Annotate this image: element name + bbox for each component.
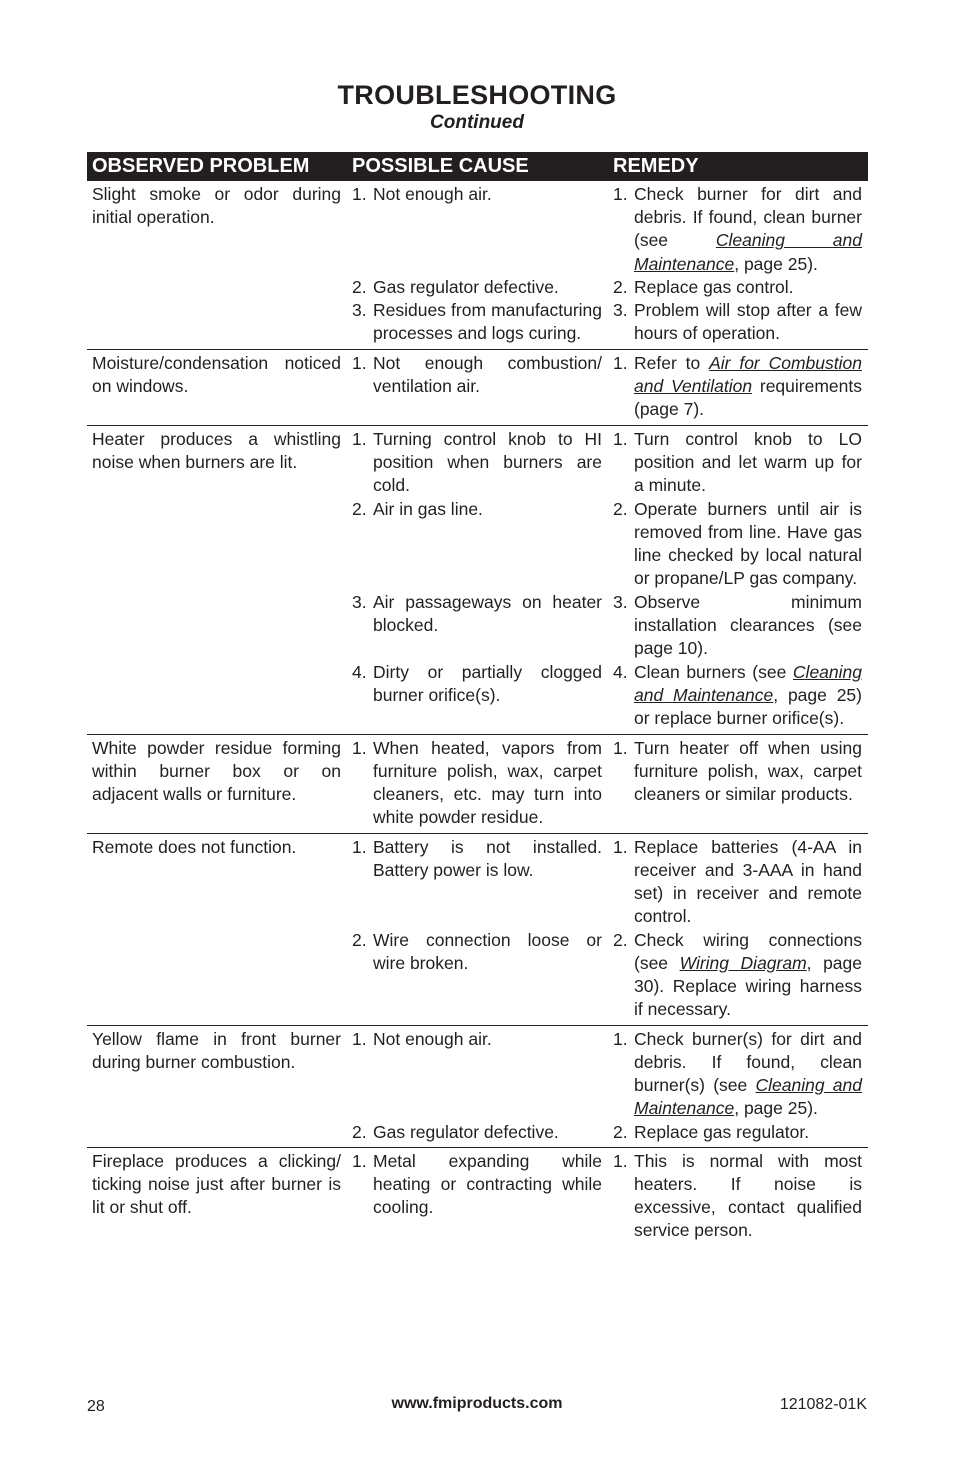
remedy-item — [613, 1121, 862, 1144]
possible-cause-cell — [347, 1025, 608, 1147]
remedy-number: 2. — [613, 1121, 628, 1142]
remedy-number: 1. — [613, 1028, 628, 1049]
cause-text: Battery is not installed. Battery power is low. — [373, 836, 602, 880]
remedy-cell — [608, 1025, 868, 1147]
remedy-item — [613, 428, 862, 498]
remedy-item — [613, 836, 862, 929]
remedy-number: 3. — [613, 300, 628, 321]
possible-cause-cell — [347, 349, 608, 425]
remedy-text-part: Observe minimum installation clearances (see page 10). — [634, 591, 862, 659]
cause-text: When heated, vapors from furniture polish, wax, carpet cleaners, etc. may turn into white powder residue. — [373, 737, 602, 828]
remedy-text-part: Check burner(s) for dirt and debris. If found, clean burner(s) (see — [634, 1028, 862, 1096]
remedy-number: 1. — [613, 836, 628, 857]
remedy-text-part: Problem will stop after a few hours of operation. — [634, 300, 862, 344]
remedy-number: 2. — [613, 929, 628, 950]
remedy-text-part: , page 25) or replace burner orifice(s). — [634, 684, 862, 729]
remedy-number: 2. — [613, 277, 628, 297]
remedy-number: 3. — [613, 591, 628, 612]
cause-item — [352, 299, 602, 345]
cause-text: Wire connection loose or wire broken. — [373, 929, 602, 973]
cause-text: Dirty or partially clogged burner orifice(s). — [373, 661, 602, 705]
remedy-number: 2. — [613, 498, 628, 519]
remedy-text-part: Refer to — [634, 352, 710, 373]
remedy-text — [634, 661, 862, 731]
cause-number: 1. — [352, 737, 367, 758]
table-row — [87, 1147, 868, 1246]
remedy-item — [613, 299, 862, 345]
observed-problem-cell: White powder residue forming within burner box or on adjacent walls or furniture. — [92, 737, 341, 805]
cause-number: 2. — [352, 498, 367, 519]
table-row — [87, 425, 868, 734]
cause-item — [352, 836, 602, 929]
remedy-text-part: This is normal with most heaters. If noise is excessive, contact qualified service person. — [634, 1150, 862, 1241]
cause-number: 3. — [352, 591, 367, 612]
cause-text: Air in gas line. — [373, 498, 483, 519]
remedy-text-part: requirements (page 7). — [634, 375, 862, 420]
remedy-number: 1. — [613, 184, 628, 204]
remedy-cell — [608, 181, 868, 349]
cause-text: Residues from manufacturing processes and logs curing. — [373, 300, 602, 344]
remedy-item — [613, 591, 862, 661]
cause-item — [352, 498, 602, 591]
observed-problem-cell: Slight smoke or odor during initial operation. — [92, 184, 341, 228]
remedy-item — [613, 352, 862, 422]
remedy-number: 1. — [613, 352, 628, 373]
cause-number: 2. — [352, 277, 367, 297]
cause-item — [352, 1150, 602, 1243]
remedy-item — [613, 1028, 862, 1121]
section-reference-link: Cleaning and Maintenance — [634, 230, 863, 274]
remedy-text — [634, 836, 862, 929]
section-reference-link: Wiring Diagram — [679, 952, 807, 973]
possible-cause-cell — [347, 833, 608, 1025]
cause-text: Not enough combustion/ ventilation air. — [373, 352, 602, 396]
table-row — [87, 349, 868, 425]
remedy-text — [634, 737, 862, 830]
remedy-text-part: Check burner for dirt and debris. If found, clean burner (see — [634, 184, 862, 251]
remedy-text-part: Replace gas control. — [634, 277, 794, 297]
remedy-text — [634, 183, 862, 276]
observed-problem-cell: Fireplace produces a clicking/ ticking noise just after burner is lit or shut off. — [92, 1150, 341, 1218]
cause-text: Air passageways on heater blocked. — [373, 591, 602, 635]
page-number: 28 — [87, 1398, 105, 1415]
website-url: www.fmiproducts.com — [391, 1395, 563, 1412]
section-reference-link: Cleaning and Maintenance — [634, 1075, 863, 1119]
remedy-number: 1. — [613, 1150, 628, 1171]
cause-item — [352, 591, 602, 661]
remedy-text-part: Replace gas regulator. — [634, 1121, 810, 1142]
remedy-number: 4. — [613, 661, 628, 682]
remedy-text — [634, 1121, 862, 1144]
cause-item — [352, 1121, 602, 1144]
remedy-item — [613, 929, 862, 1022]
remedy-cell — [608, 425, 868, 734]
remedy-text-part: Check wiring connections (see — [634, 929, 862, 973]
remedy-text-part: Clean burners (see — [634, 661, 793, 682]
page-subtitle: Continued — [430, 112, 524, 133]
cause-number: 3. — [352, 300, 367, 321]
cause-number: 4. — [352, 661, 367, 682]
remedy-item — [613, 498, 862, 591]
observed-problem-cell: Yellow flame in front burner during burner combustion. — [92, 1028, 341, 1072]
remedy-item — [613, 183, 862, 276]
remedy-text — [634, 1028, 862, 1121]
cause-number: 1. — [352, 184, 367, 204]
remedy-text — [634, 428, 862, 498]
possible-cause-cell — [347, 734, 608, 833]
cause-text: Gas regulator defective. — [373, 277, 559, 297]
remedy-text-part: Turn control knob to LO position and let warm up for a minute. — [634, 428, 862, 496]
cause-text: Gas regulator defective. — [373, 1121, 559, 1142]
remedy-item — [613, 1150, 862, 1243]
table-row — [87, 734, 868, 833]
remedy-text — [634, 591, 862, 661]
cause-number: 2. — [352, 929, 367, 950]
page-title: TROUBLESHOOTING — [337, 80, 617, 110]
remedy-text — [634, 929, 862, 1022]
remedy-cell — [608, 1147, 868, 1246]
remedy-text-part: Operate burners until air is removed from line. Have gas line checked by local natural or propane/LP gas company. — [634, 498, 862, 589]
cause-number: 1. — [352, 1150, 367, 1171]
cause-item — [352, 929, 602, 1022]
cause-number: 1. — [352, 836, 367, 857]
page-heading — [0, 78, 954, 134]
remedy-cell — [608, 734, 868, 833]
cause-item — [352, 276, 602, 299]
cause-number: 1. — [352, 352, 367, 373]
troubleshooting-table — [87, 152, 868, 1246]
remedy-item — [613, 276, 862, 299]
header-observed-problem: OBSERVED PROBLEM — [87, 152, 347, 181]
remedy-text — [634, 1150, 862, 1243]
possible-cause-cell — [347, 425, 608, 734]
observed-problem-cell: Heater produces a whistling noise when burners are lit. — [92, 428, 341, 472]
remedy-item — [613, 737, 862, 830]
remedy-text — [634, 276, 862, 299]
section-reference-link: Cleaning and Maintenance — [634, 661, 862, 705]
possible-cause-cell — [347, 181, 608, 349]
cause-text: Not enough air. — [373, 1028, 492, 1049]
remedy-number: 1. — [613, 737, 628, 758]
document-number: 121082-01K — [779, 1396, 867, 1413]
header-possible-cause: POSSIBLE CAUSE — [347, 152, 608, 181]
observed-problem-cell: Moisture/condensation noticed on windows. — [92, 352, 341, 396]
cause-number: 1. — [352, 428, 367, 449]
remedy-cell — [608, 349, 868, 425]
cause-text: Metal expanding while heating or contracting while cooling. — [373, 1150, 602, 1218]
cause-item — [352, 661, 602, 731]
cause-number: 2. — [352, 1121, 367, 1142]
remedy-item — [613, 661, 862, 731]
table-row — [87, 1025, 868, 1147]
cause-text: Not enough air. — [373, 184, 492, 204]
cause-number: 1. — [352, 1028, 367, 1049]
remedy-cell — [608, 833, 868, 1025]
table-row — [87, 181, 868, 349]
remedy-text — [634, 498, 862, 591]
remedy-text-part: Turn heater off when using furniture polish, wax, carpet cleaners or similar products. — [634, 737, 862, 805]
remedy-text-part: , page 25). — [734, 253, 818, 274]
cause-item — [352, 1028, 602, 1121]
remedy-number: 1. — [613, 428, 628, 449]
cause-item — [352, 428, 602, 498]
header-remedy: REMEDY — [608, 152, 868, 181]
table-header-row — [87, 152, 868, 181]
section-reference-link: Air for Combustion and Ventilation — [634, 352, 862, 396]
observed-problem-cell: Remote does not function. — [92, 836, 297, 857]
remedy-text-part: , page 25). — [734, 1098, 818, 1119]
remedy-text — [634, 352, 862, 422]
remedy-text — [634, 299, 862, 345]
remedy-text-part: , page 30). Replace wiring harness if necessary. — [634, 952, 862, 1020]
possible-cause-cell — [347, 1147, 608, 1246]
cause-item — [352, 352, 602, 422]
cause-text: Turning control knob to HI position when burners are cold. — [373, 428, 602, 496]
remedy-text-part: Replace batteries (4-AA in receiver and 3-AAA in hand set) in receiver and remote control. — [634, 836, 862, 927]
cause-item — [352, 183, 602, 276]
cause-item — [352, 737, 602, 830]
table-row — [87, 833, 868, 1025]
